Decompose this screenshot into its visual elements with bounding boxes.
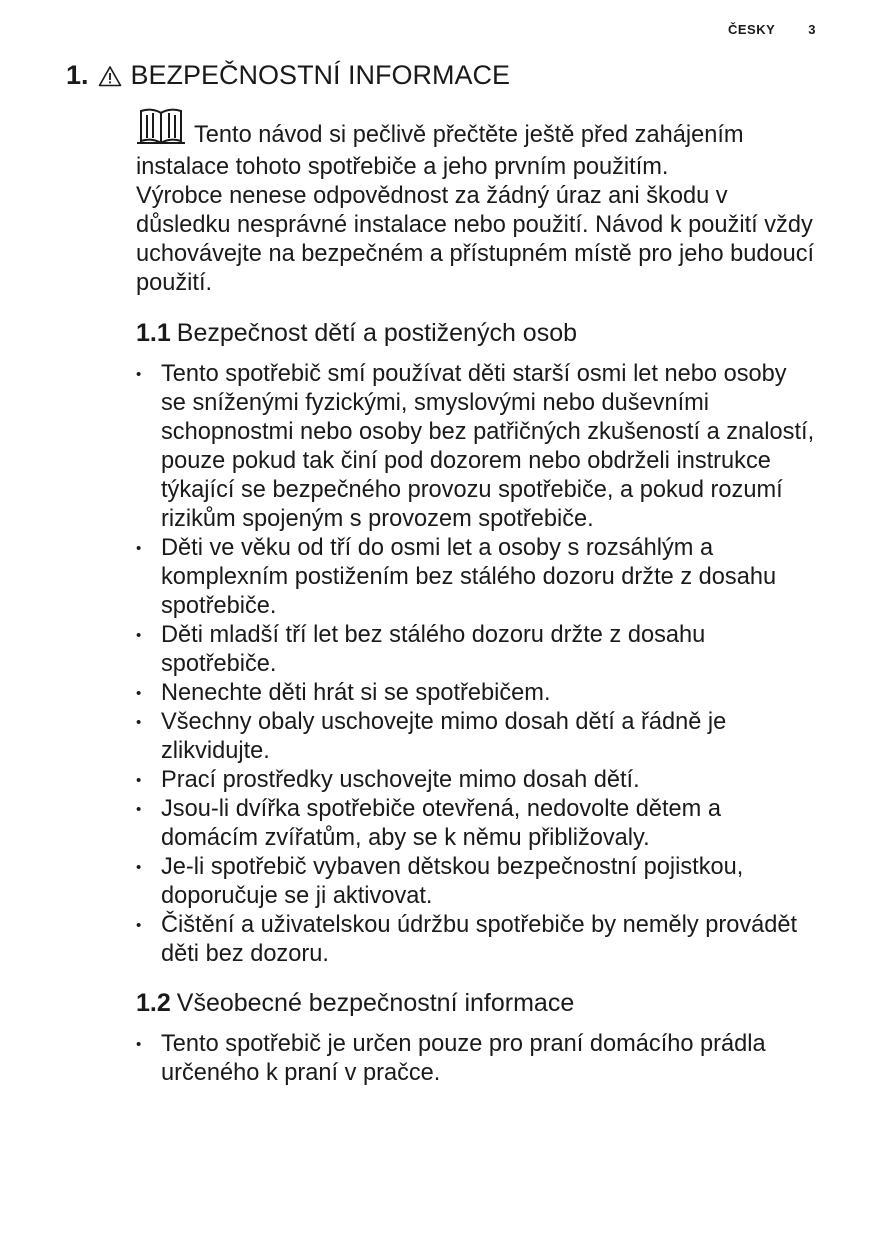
subsection-title: Všeobecné bezpečnostní informace bbox=[176, 989, 575, 1017]
subsection-number: 1.1 bbox=[136, 319, 171, 347]
subsection-title: Bezpečnost dětí a postižených osob bbox=[176, 319, 578, 347]
list-item: • Děti mladší tří let bez stálého dozoru držte z dosahu spotřebiče. bbox=[136, 621, 816, 679]
general-safety-list bbox=[136, 1030, 816, 1088]
list-item: • Tento spotřebič smí používat děti starší osmi let nebo osoby se sníženými fyzickými, smyslovými nebo duševními schopnostmi nebo osoby bez patřičných zkušeností a znalostí, pouze pokud tak činí pod dozorem nebo obdrželi instrukce týkající se bezpečného provozu spotřebiče, a pokud rozumí rizikům spojeným s provozem spotřebiče. bbox=[136, 360, 816, 534]
child-safety-list bbox=[136, 360, 816, 969]
list-item: • Tento spotřebič je určen pouze pro praní domácího prádla určeného k praní v pračce. bbox=[136, 1030, 816, 1088]
list-item: • Je-li spotřebič vybaven dětskou bezpečnostní pojistkou, doporučuje se ji aktivovat. bbox=[136, 853, 816, 911]
section-title bbox=[66, 60, 510, 91]
warning-triangle-icon bbox=[98, 65, 122, 87]
section-title-text: BEZPEČNOSTNÍ INFORMACE bbox=[130, 60, 511, 90]
main-content bbox=[136, 107, 816, 1088]
subsection-heading-1-1 bbox=[136, 317, 816, 349]
list-item: • Jsou-li dvířka spotřebiče otevřená, nedovolte dětem a domácím zvířatům, aby se k němu přibližovaly. bbox=[136, 795, 816, 853]
list-item: • Děti ve věku od tří do osmi let a osoby s rozsáhlým a komplexním postižením bez stálého dozoru držte z dosahu spotřebiče. bbox=[136, 534, 816, 621]
page-number: 3 bbox=[808, 22, 816, 37]
list-item: • Všechny obaly uschovejte mimo dosah dětí a řádně je zlikvidujte. bbox=[136, 708, 816, 766]
intro-block bbox=[136, 107, 816, 298]
subsection-number: 1.2 bbox=[136, 989, 171, 1017]
language-label: ČESKY bbox=[727, 22, 776, 37]
running-header bbox=[728, 22, 816, 37]
list-item: • Prací prostředky uschovejte mimo dosah dětí. bbox=[136, 766, 816, 795]
open-book-icon bbox=[136, 107, 186, 153]
intro-paragraph-1: Tento návod si pečlivě přečtěte ještě před zahájením instalace tohoto spotřebiče a jeho prvním použitím. bbox=[136, 107, 816, 182]
section-number: 1. bbox=[66, 60, 89, 90]
list-item: • Čištění a uživatelskou údržbu spotřebiče by neměly provádět děti bez dozoru. bbox=[136, 911, 816, 969]
intro-paragraph-2: Výrobce nenese odpovědnost za žádný úraz ani škodu v důsledku nesprávné instalace nebo použití. Návod k použití vždy uchovávejte na bezpečném a přístupném místě pro jeho budoucí použití. bbox=[136, 183, 815, 296]
list-item: • Nenechte děti hrát si se spotřebičem. bbox=[136, 679, 816, 708]
subsection-heading-1-2 bbox=[136, 987, 816, 1019]
